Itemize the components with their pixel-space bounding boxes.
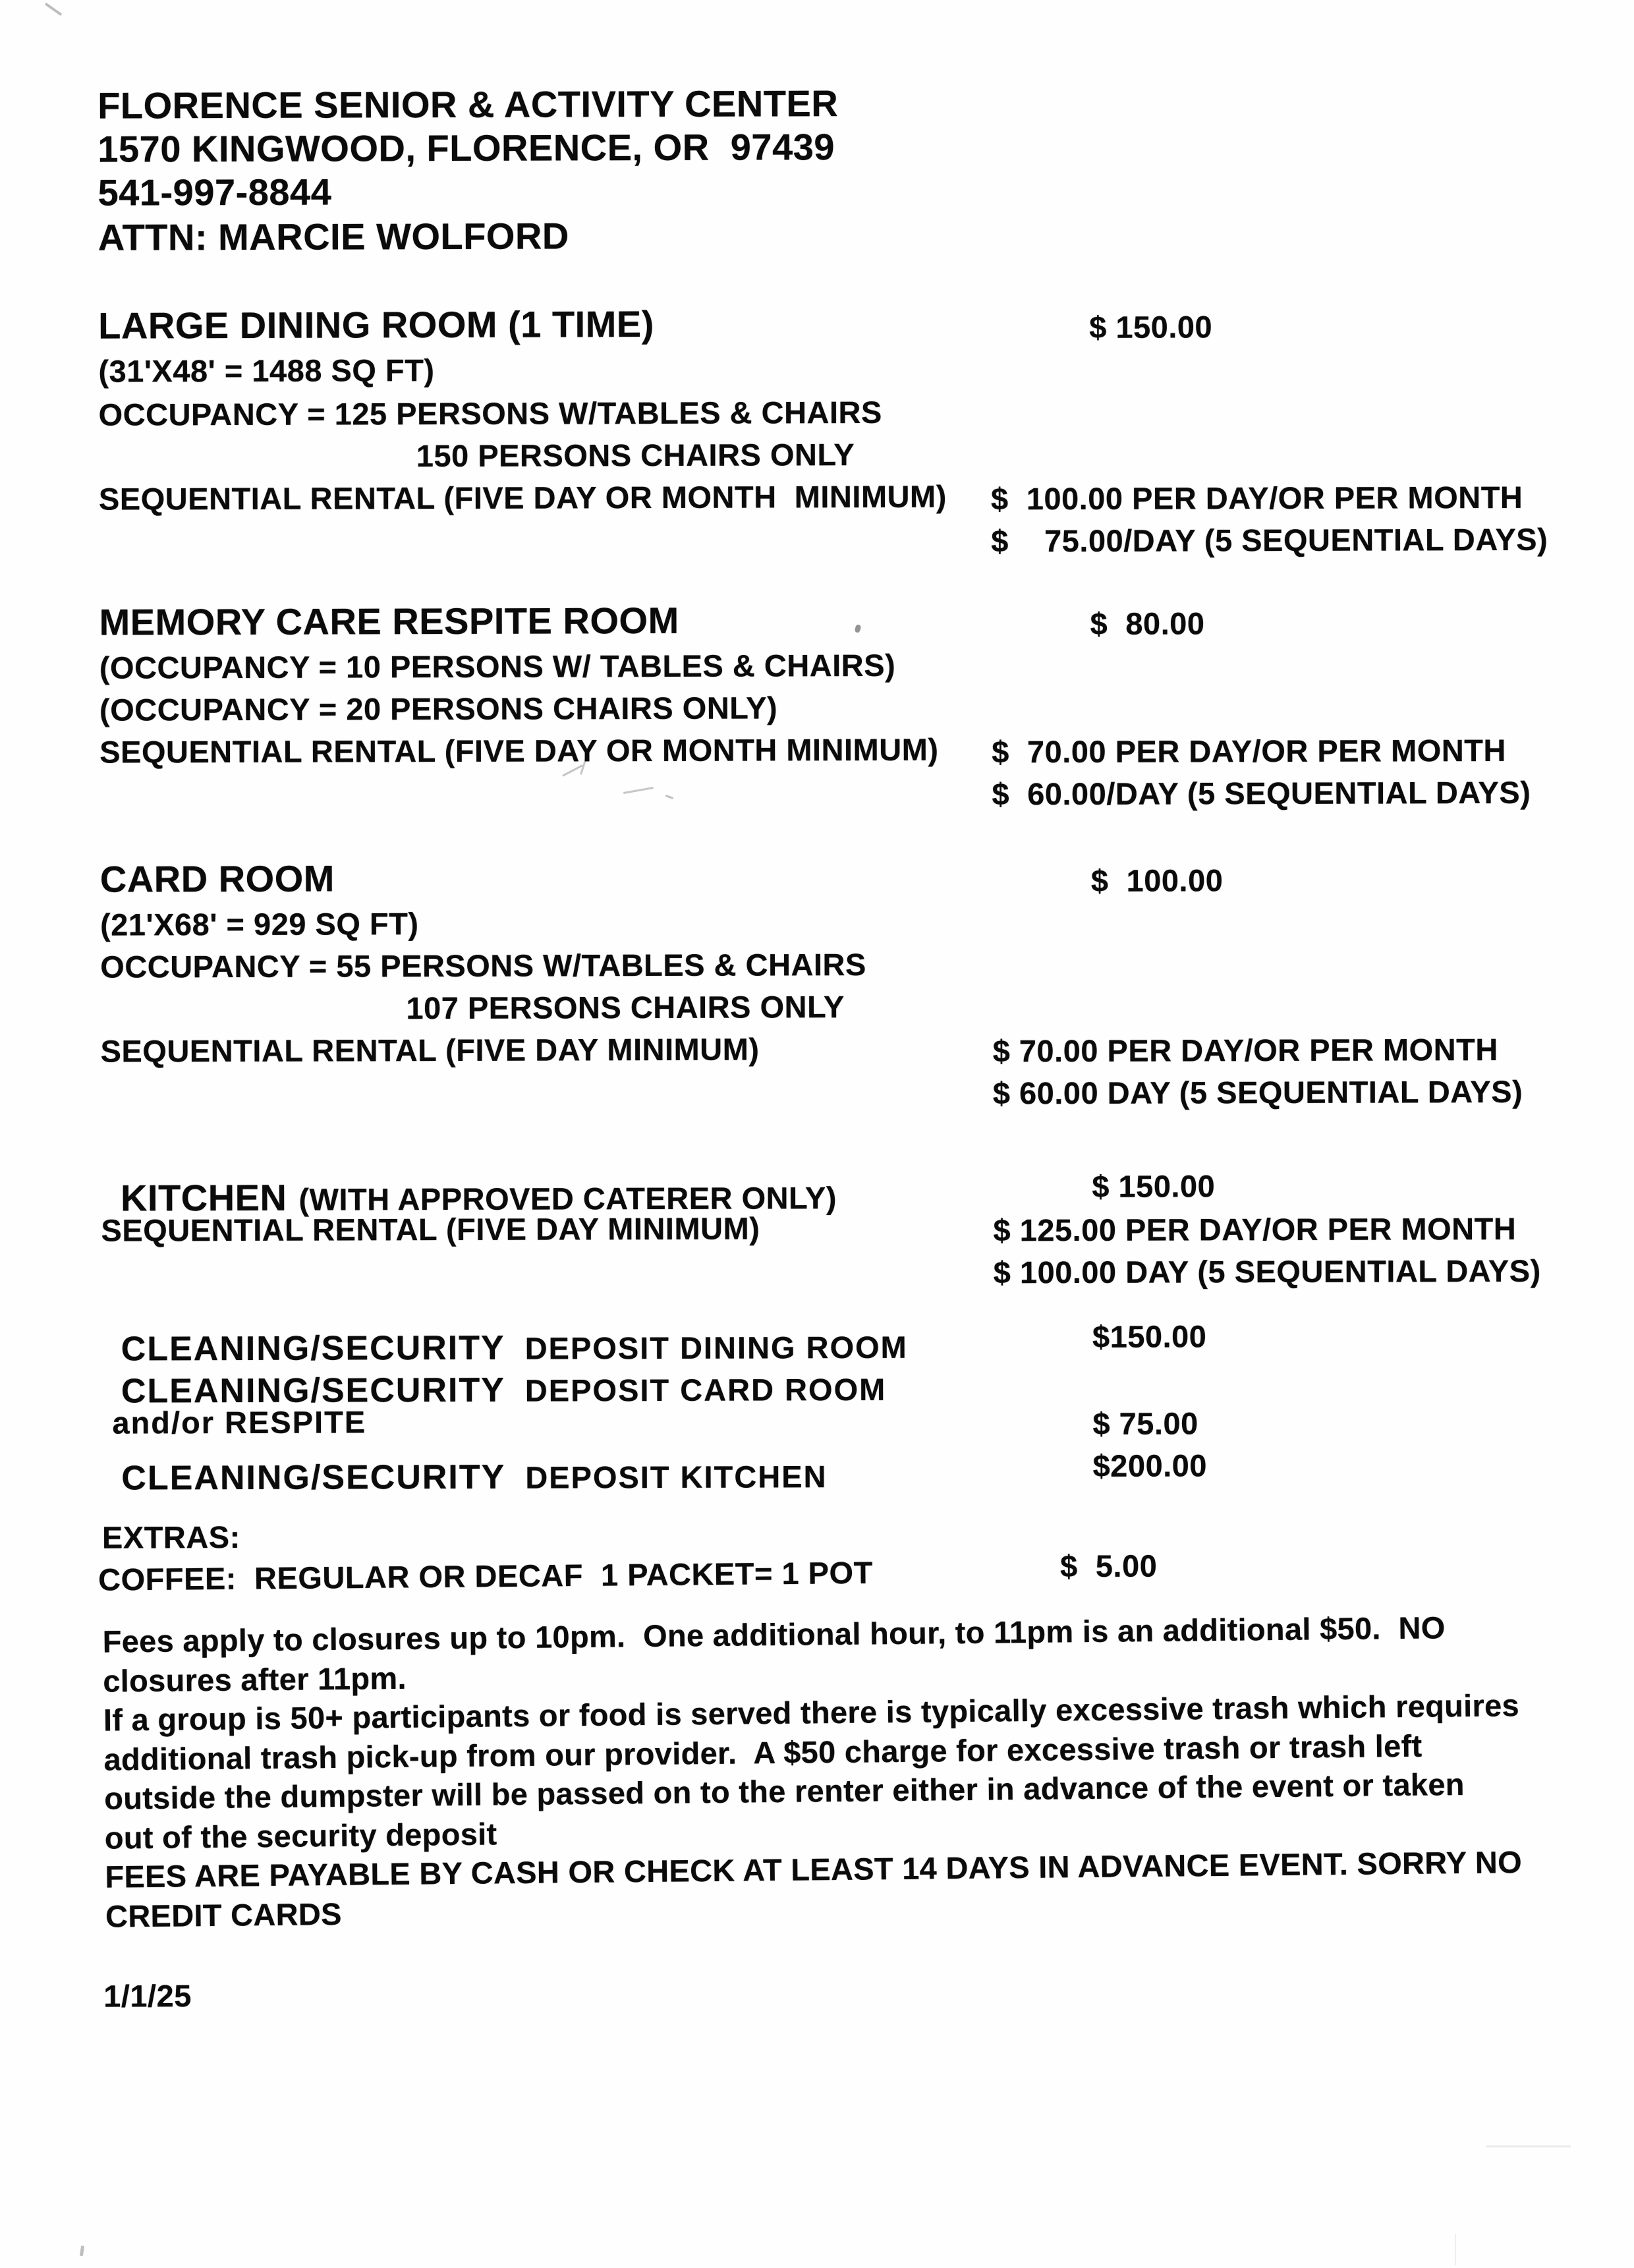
deposit-dining-bold: CLEANING/SECURITY	[121, 1328, 505, 1369]
respite-base-price: $ 80.00	[1090, 606, 1205, 641]
extras-heading: EXTRAS:	[101, 1519, 240, 1555]
section-title-card-room: CARD ROOM	[99, 857, 335, 900]
deposit-dining-price: $150.00	[1092, 1318, 1207, 1354]
dining-sequential-rate-2: $ 75.00/DAY (5 SEQUENTIAL DAYS)	[991, 521, 1548, 559]
kitchen-base-price: $ 150.00	[1092, 1168, 1216, 1204]
terms-line: additional trash pick-up from our provider. A $50 charge for excessive trash or trash left	[103, 1728, 1423, 1777]
dining-sequential-label: SEQUENTIAL RENTAL (FIVE DAY OR MONTH MINIMUM)	[98, 478, 947, 517]
org-name: FLORENCE SENIOR & ACTIVITY CENTER	[98, 82, 839, 127]
deposit-row-kitchen	[102, 1444, 828, 1510]
card-room-sequential-label: SEQUENTIAL RENTAL (FIVE DAY MINIMUM)	[100, 1031, 760, 1069]
effective-date: 1/1/25	[103, 1978, 192, 2014]
card-room-sequential-rate-1: $ 70.00 PER DAY/OR PER MONTH	[992, 1031, 1498, 1069]
deposit-kitchen-bold: CLEANING/SECURITY	[121, 1458, 506, 1498]
dining-occupancy-tables: OCCUPANCY = 125 PERSONS W/TABLES & CHAIRS	[98, 394, 882, 432]
deposit-dining-rest: DEPOSIT DINING ROOM	[524, 1329, 908, 1366]
dining-occupancy-chairs: 150 PERSONS CHAIRS ONLY	[416, 437, 855, 474]
kitchen-title-qualifier: (WITH APPROVED CATERER ONLY)	[298, 1180, 837, 1217]
respite-occupancy-chairs: (OCCUPANCY = 20 PERSONS CHAIRS ONLY)	[99, 690, 778, 727]
section-title-dining: LARGE DINING ROOM (1 TIME)	[98, 303, 654, 347]
kitchen-sequential-rate-1: $ 125.00 PER DAY/OR PER MONTH	[993, 1210, 1517, 1248]
deposit-card-rest: DEPOSIT CARD ROOM	[524, 1371, 887, 1408]
section-title-respite: MEMORY CARE RESPITE ROOM	[99, 599, 679, 643]
org-phone: 541-997-8844	[98, 171, 332, 213]
attention-line: ATTN: MARCIE WOLFORD	[98, 215, 569, 258]
dining-sequential-rate-1: $ 100.00 PER DAY/OR PER MONTH	[990, 479, 1523, 517]
card-room-occupancy-chairs: 107 PERSONS CHAIRS ONLY	[406, 989, 845, 1026]
respite-sequential-rate-1: $ 70.00 PER DAY/OR PER MONTH	[992, 732, 1506, 770]
deposit-card-bold: CLEANING/SECURITY	[121, 1371, 505, 1411]
terms-line: Fees apply to closures up to 10pm. One additional hour, to 11pm is an additional $50. NO	[102, 1610, 1446, 1659]
coffee-price: $ 5.00	[1060, 1548, 1158, 1584]
terms-line: out of the security deposit	[104, 1815, 497, 1856]
terms-line: If a group is 50+ participants or food is served there is typically excessive trash which requires	[103, 1687, 1520, 1738]
kitchen-sequential-label: SEQUENTIAL RENTAL (FIVE DAY MINIMUM)	[101, 1210, 760, 1248]
dining-base-price: $ 150.00	[1089, 309, 1213, 345]
deposit-kitchen-price: $200.00	[1092, 1448, 1208, 1483]
deposit-row-respite: and/or RESPITE	[112, 1404, 367, 1440]
card-room-dimensions: (21'X68' = 929 SQ FT)	[99, 906, 419, 942]
card-room-sequential-rate-2: $ 60.00 DAY (5 SEQUENTIAL DAYS)	[992, 1073, 1523, 1111]
respite-sequential-rate-2: $ 60.00/DAY (5 SEQUENTIAL DAYS)	[992, 774, 1531, 812]
terms-paragraph	[102, 1606, 1594, 1936]
kitchen-title-text: KITCHEN	[120, 1176, 287, 1219]
card-room-occupancy-tables: OCCUPANCY = 55 PERSONS W/TABLES & CHAIRS	[100, 947, 866, 984]
deposit-respite-price: $ 75.00	[1092, 1405, 1198, 1441]
respite-occupancy-tables: (OCCUPANCY = 10 PERSONS W/ TABLES & CHAIRS)	[99, 647, 896, 685]
terms-line: outside the dumpster will be passed on to the renter either in advance of the event or taken	[103, 1767, 1465, 1816]
terms-line: closures after 11pm.	[103, 1660, 407, 1699]
respite-sequential-label: SEQUENTIAL RENTAL (FIVE DAY OR MONTH MINIMUM)	[99, 731, 939, 770]
terms-line: FEES ARE PAYABLE BY CASH OR CHECK AT LEAST 14 DAYS IN ADVANCE EVENT. SORRY NO	[105, 1844, 1523, 1894]
coffee-line: COFFEE: REGULAR OR DECAF 1 PACKET= 1 POT	[98, 1554, 874, 1597]
org-address: 1570 KINGWOOD, FLORENCE, OR 97439	[98, 126, 835, 170]
deposit-kitchen-rest: DEPOSIT KITCHEN	[525, 1459, 828, 1495]
terms-line: CREDIT CARDS	[105, 1896, 343, 1934]
dining-dimensions: (31'X48' = 1488 SQ FT)	[98, 353, 435, 389]
kitchen-sequential-rate-2: $ 100.00 DAY (5 SEQUENTIAL DAYS)	[993, 1253, 1541, 1290]
card-room-base-price: $ 100.00	[1090, 863, 1224, 898]
